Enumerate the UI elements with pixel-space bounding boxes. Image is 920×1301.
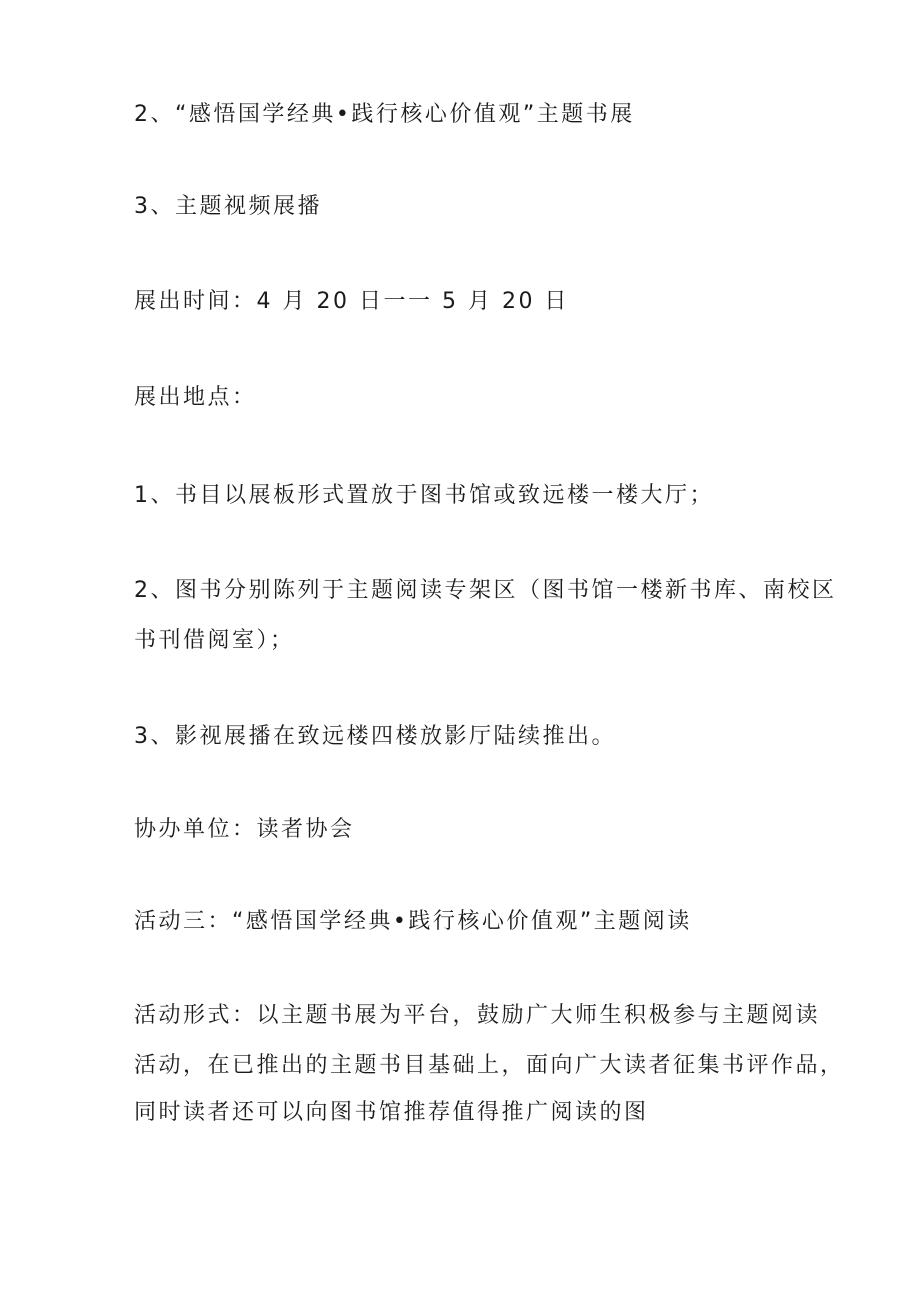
paragraph-activity-form-line-2: 活动，在已推出的主题书目基础上，面向广大读者征集书评作品， bbox=[134, 1053, 845, 1078]
paragraph-co-organizer: 协办单位：读者协会 bbox=[134, 817, 355, 842]
paragraph-exhibition-location: 展出地点： bbox=[134, 385, 257, 410]
paragraph-book-exhibition: 2、“感悟国学经典•践行核心价值观”主题书展 bbox=[134, 102, 635, 127]
paragraph-location-item-2-line-2: 书刊借阅室）； bbox=[134, 628, 295, 653]
paragraph-activity-form-line-3: 同时读者还可以向图书馆推荐值得推广阅读的图 bbox=[134, 1100, 649, 1125]
paragraph-video-screening: 3、主题视频展播 bbox=[134, 194, 322, 219]
paragraph-location-item-1: 1、书目以展板形式置放于图书馆或致远楼一楼大厅； bbox=[134, 483, 714, 508]
paragraph-activity-three-title: 活动三：“感悟国学经典•践行核心价值观”主题阅读 bbox=[134, 909, 692, 934]
paragraph-location-item-3: 3、影视展播在致远楼四楼放影厅陆续推出。 bbox=[134, 724, 616, 749]
paragraph-activity-form-line-1: 活动形式：以主题书展为平台，鼓励广大师生积极参与主题阅读 bbox=[134, 1003, 821, 1028]
paragraph-location-item-2-line-1: 2、图书分别陈列于主题阅读专架区（图书馆一楼新书库、南校区 bbox=[134, 578, 837, 603]
paragraph-exhibition-time: 展出时间：4 月 20 日一一 5 月 20 日 bbox=[134, 289, 569, 314]
